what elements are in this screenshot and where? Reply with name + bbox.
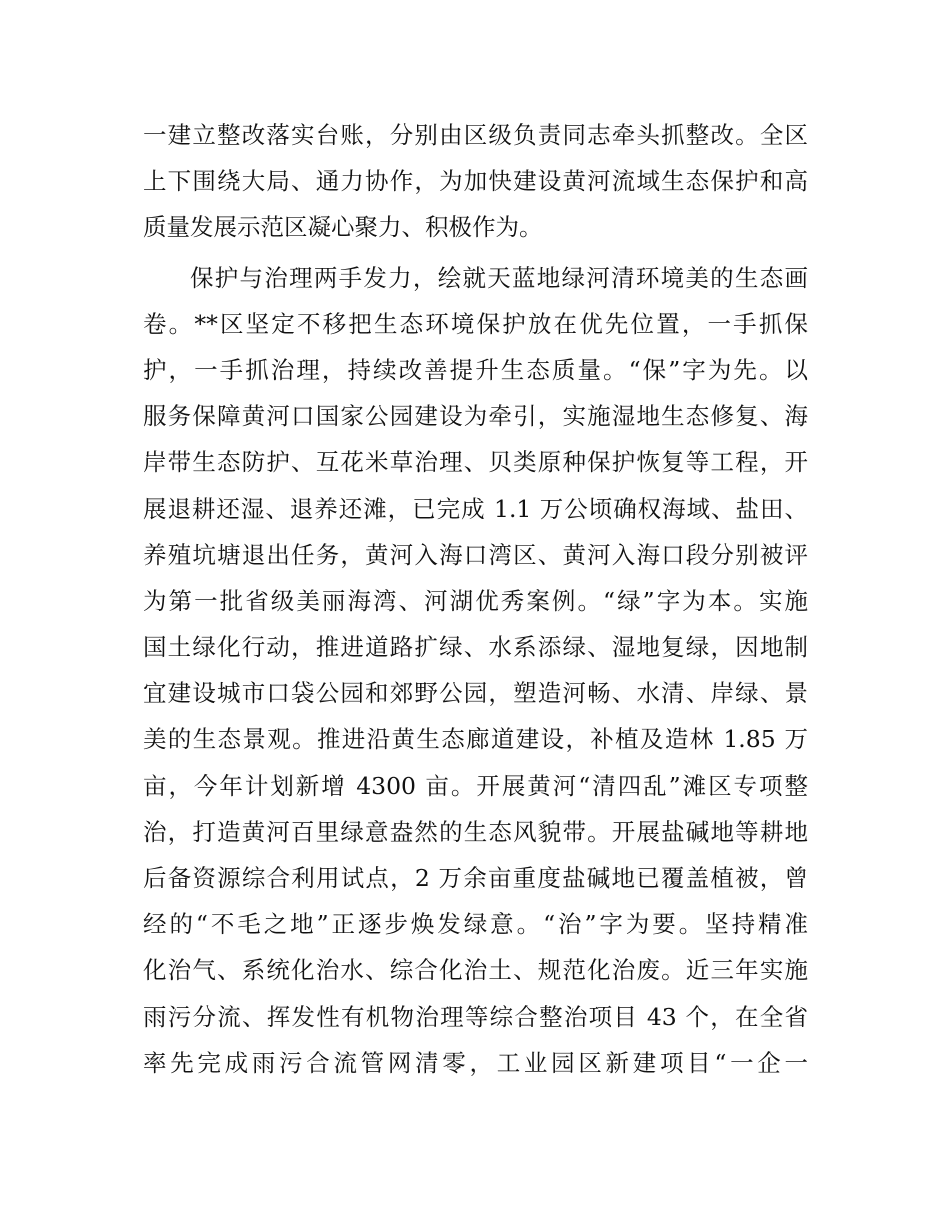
text-line: 保护与治理两手发力，绘就天蓝地绿河清环境美的生态画 — [190, 263, 808, 292]
text-line: 一建立整改落实台账，分别由区级负责同志牵头抓整改。全区 — [143, 121, 808, 149]
document-body — [143, 112, 813, 1086]
text-line: 化治气、系统化治水、综合化治土、规范化治废。近三年实施 — [143, 956, 808, 985]
text-line: 护，一手抓治理，持续改善提升生态质量。“保”字为先。以 — [143, 355, 808, 384]
text-line: 国土绿化行动，推进道路扩绿、水系添绿、湿地复绿，因地制 — [143, 633, 808, 662]
paragraph-2 — [143, 255, 813, 1086]
text-line: 为第一批省级美丽海湾、河湖优秀案例。“绿”字为本。实施 — [143, 586, 808, 615]
text-line: 美的生态景观。推进沿黄生态廊道建设，补植及造林 1.85 万 — [143, 725, 808, 754]
text-line: 雨污分流、挥发性有机物治理等综合整治项目 43 个，在全省 — [143, 1002, 808, 1031]
text-line: 展退耕还湿、退养还滩，已完成 1.1 万公顷确权海域、盐田、 — [143, 494, 808, 523]
text-line: 上下围绕大局、通力协作，为加快建设黄河流域生态保护和高 — [143, 167, 808, 196]
text-line: 宜建设城市口袋公园和郊野公园，塑造河畅、水清、岸绿、景 — [143, 679, 808, 708]
text-line: 率先完成雨污合流管网清零，工业园区新建项目“一企一 — [143, 1048, 808, 1077]
text-line: 服务保障黄河口国家公园建设为牵引，实施湿地生态修复、海 — [143, 402, 808, 431]
paragraph-1 — [143, 112, 813, 251]
text-line: 经的“不毛之地”正逐步焕发绿意。“治”字为要。坚持精准 — [143, 910, 808, 939]
text-line: 治，打造黄河百里绿意盎然的生态风貌带。开展盐碱地等耕地 — [143, 817, 808, 846]
text-line: 养殖坑塘退出任务，黄河入海口湾区、黄河入海口段分别被评 — [143, 540, 808, 569]
text-line: 卷。**区坚定不移把生态环境保护放在优先位置，一手抓保 — [143, 309, 808, 338]
text-line: 质量发展示范区凝心聚力、积极作为。 — [143, 213, 543, 242]
text-line: 亩，今年计划新增 4300 亩。开展黄河“清四乱”滩区专项整 — [143, 771, 808, 800]
text-line: 岸带生态防护、互花米草治理、贝类原种保护恢复等工程，开 — [143, 448, 808, 477]
text-line: 后备资源综合利用试点，2 万余亩重度盐碱地已覆盖植被，曾 — [143, 864, 808, 892]
